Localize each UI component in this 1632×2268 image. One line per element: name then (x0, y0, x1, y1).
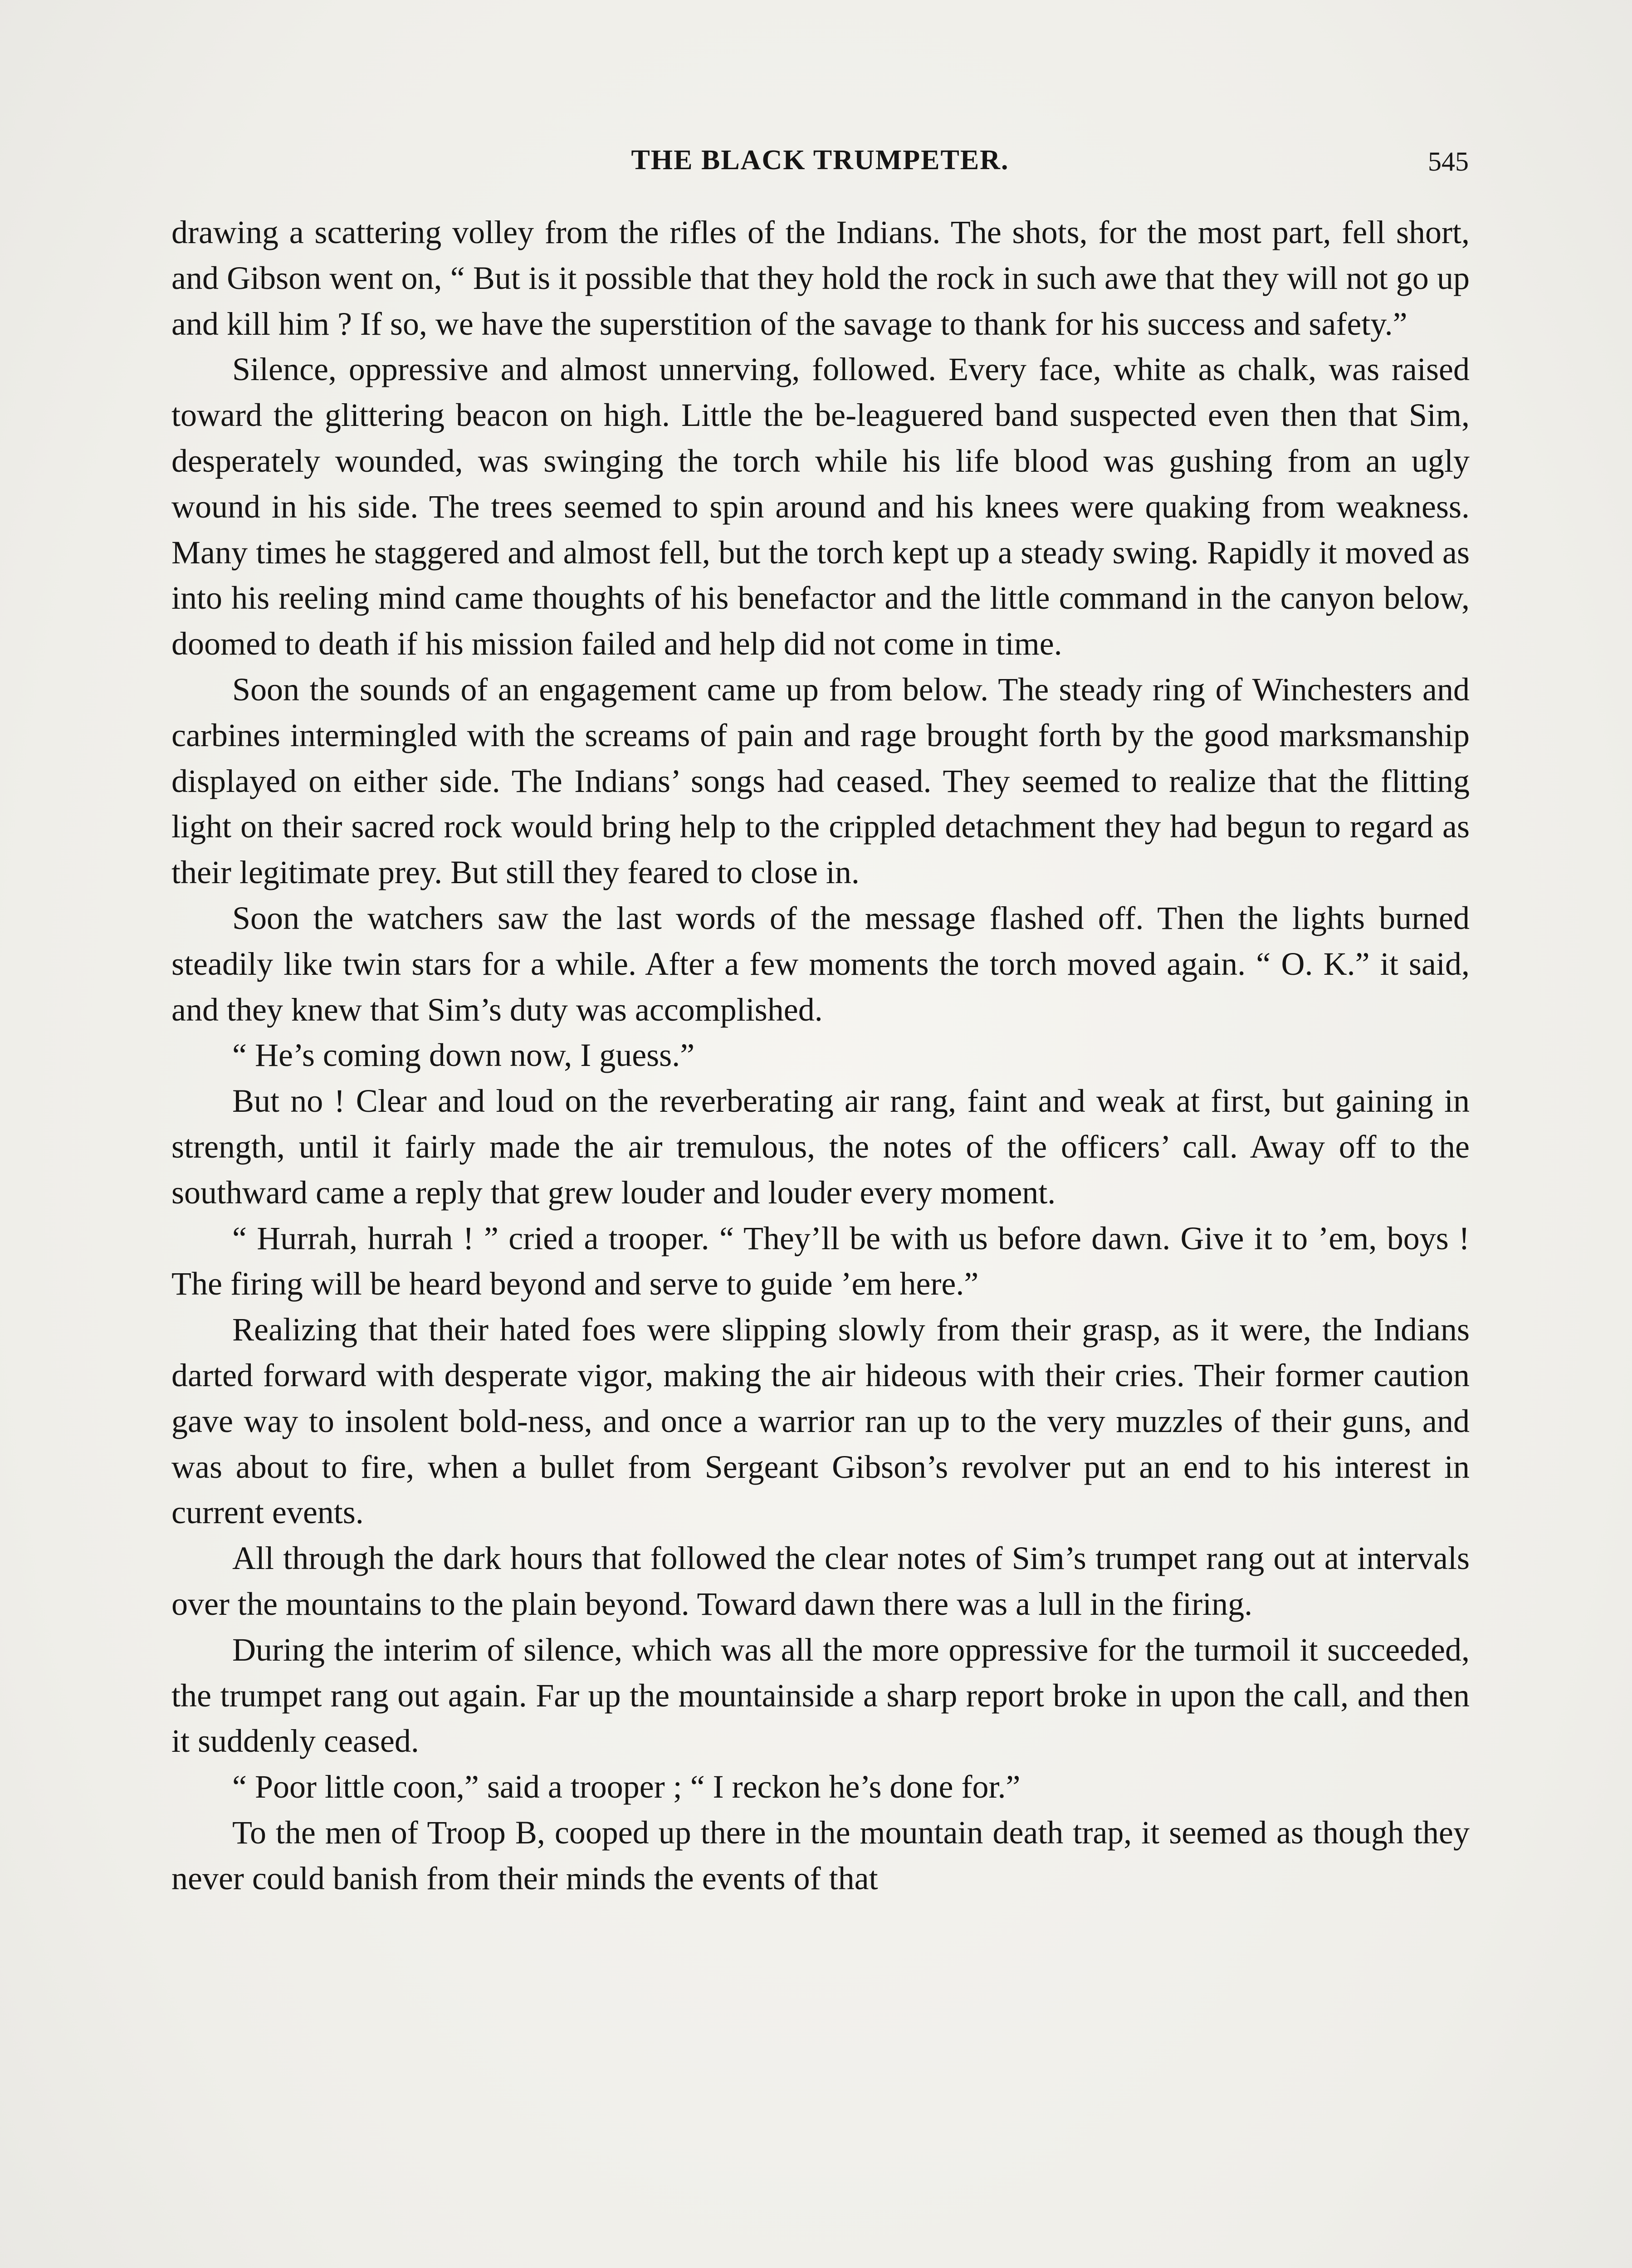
paragraph-8: Realizing that their hated foes were slipping slowly from their grasp, as it were, the Indians darted forward with desperate vigor, making the air hideous with their cries. Their former caution gave way to insolent bold-ness, and once a warrior ran up to the very muzzles of their guns, and was about to fire, when a bullet from Sergeant Gibson’s revolver put an end to his interest in current events. (171, 1311, 1470, 1531)
paragraph-4: Soon the watchers saw the last words of the message flashed off. Then the lights burned steadily like twin stars for a while. After a few moments the torch moved again. “ O. K.” it said, and they knew that Sim’s duty was accomplished. (171, 899, 1470, 1028)
page-number: 545 (1428, 147, 1469, 176)
paragraph-7: “ Hurrah, hurrah ! ” cried a trooper. “ They’ll be with us before dawn. Give it to ’em, boys ! The firing will be heard beyond and serve to guide ’em here.” (171, 1220, 1470, 1302)
body-text (171, 210, 1470, 1901)
paragraph-10: During the interim of silence, which was all the more oppressive for the turmoil it succeeded, the trumpet rang out again. Far up the mountainside a sharp report broke in upon the call, and then it suddenly ceased. (171, 1631, 1470, 1760)
running-head (171, 144, 1469, 194)
paragraph-11: “ Poor little coon,” said a trooper ; “ I reckon he’s done for.” (232, 1769, 1021, 1805)
paragraph-5: “ He’s coming down now, I guess.” (232, 1037, 695, 1074)
paragraph-2: Silence, oppressive and almost unnerving, followed. Every face, white as chalk, was raised toward the glittering beacon on high. Little the be-leaguered band suspected even then that Sim, desperately wounded, was swinging the torch while his life blood was gushing from an ugly wound in his side. The trees seemed to spin around and his knees were quaking from weakness. Many times he staggered and almost fell, but the torch kept up a steady swing. Rapidly it moved as into his reeling mind came thoughts of his benefactor and the little command in the canyon below, doomed to death if his mission failed and help did not come in time. (171, 351, 1470, 662)
paragraph-1: drawing a scattering volley from the rifles of the Indians. The shots, for the most part, fell short, and Gibson went on, “ But is it possible that they hold the rock in such awe that they will not go up and kill him ? If so, we have the superstition of the savage to thank for his success and safety.” (171, 214, 1470, 342)
paragraph-6: But no ! Clear and loud on the reverberating air rang, faint and weak at first, but gaining in strength, until it fairly made the air tremulous, the notes of the officers’ call. Away off to the southward came a reply that grew louder and louder every moment. (171, 1083, 1470, 1211)
running-title: THE BLACK TRUMPETER. (631, 145, 1009, 176)
paragraph-9: All through the dark hours that followed the clear notes of Sim’s trumpet rang out at intervals over the mountains to the plain beyond. Toward dawn there was a lull in the firing. (171, 1540, 1470, 1622)
paragraph-3: Soon the sounds of an engagement came up from below. The steady ring of Winchesters and carbines intermingled with the screams of pain and rage brought forth by the good marksmanship displayed on either side. The Indians’ songs had ceased. They seemed to realize that the flitting light on their sacred rock would bring help to the crippled detachment they had begun to regard as their legitimate prey. But still they feared to close in. (171, 671, 1470, 891)
paragraph-12: To the men of Troop B, cooped up there in the mountain death trap, it seemed as though they never could banish from their minds the events of that (171, 1814, 1470, 1897)
